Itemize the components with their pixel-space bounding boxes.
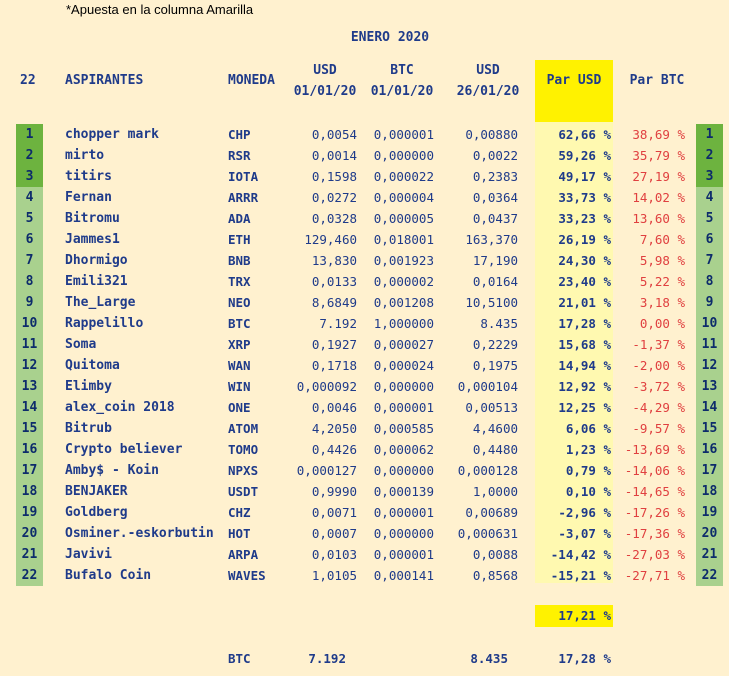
par-btc-value: -14,06 %	[624, 463, 685, 478]
header-usd1-line1: USD	[313, 63, 337, 78]
par-usd-value: 14,94 %	[558, 358, 611, 373]
footer-usd1: 7.192	[308, 651, 346, 666]
usd-0101-value: 0,1598	[311, 169, 357, 184]
usd-0101-value: 0,0007	[311, 526, 357, 541]
rank-badge-left: 12	[16, 355, 43, 376]
table-row	[0, 145, 729, 166]
par-usd-value: 49,17 %	[558, 169, 611, 184]
usd-0101-value: 0,0133	[311, 274, 357, 289]
rank-badge-right: 21	[696, 544, 723, 565]
usd-2601-value: 163,370	[465, 232, 518, 247]
usd-2601-value: 0,00513	[465, 400, 518, 415]
par-usd-value: 12,92 %	[558, 379, 611, 394]
par-btc-value: -14,65 %	[624, 484, 685, 499]
aspirante-name: Bitromu	[65, 211, 120, 226]
btc-0101-value: 0,000022	[373, 169, 434, 184]
table-row	[0, 271, 729, 292]
header-moneda: MONEDA	[228, 73, 275, 88]
par-btc-value: -1,37 %	[632, 337, 685, 352]
rank-badge-left: 14	[16, 397, 43, 418]
usd-2601-value: 0,00689	[465, 505, 518, 520]
table-row	[0, 502, 729, 523]
par-usd-value: 21,01 %	[558, 295, 611, 310]
btc-0101-value: 0,000027	[373, 337, 434, 352]
table-row	[0, 292, 729, 313]
page-title: ENERO 2020	[350, 30, 430, 45]
btc-0101-value: 0,000001	[373, 127, 434, 142]
moneda-code: CHP	[228, 127, 251, 142]
usd-2601-value: 0,0164	[472, 274, 518, 289]
table-row	[0, 355, 729, 376]
par-btc-value: 14,02 %	[632, 190, 685, 205]
par-btc-value: 5,22 %	[639, 274, 685, 289]
btc-0101-value: 0,000139	[373, 484, 434, 499]
usd-2601-value: 0,0437	[472, 211, 518, 226]
par-usd-value: 17,28 %	[558, 316, 611, 331]
par-btc-value: -17,36 %	[624, 526, 685, 541]
usd-0101-value: 0,0046	[311, 400, 357, 415]
par-usd-value: 24,30 %	[558, 253, 611, 268]
rank-badge-right: 22	[696, 565, 723, 586]
table-row	[0, 124, 729, 145]
footer-par-usd: 17,28 %	[558, 651, 611, 666]
par-usd-value: 62,66 %	[558, 127, 611, 142]
par-btc-value: 3,18 %	[639, 295, 685, 310]
moneda-code: WAN	[228, 358, 251, 373]
table-row	[0, 208, 729, 229]
rank-badge-right: 5	[696, 208, 723, 229]
par-usd-value: 0,10 %	[565, 484, 611, 499]
table-row	[0, 376, 729, 397]
aspirante-name: Quitoma	[65, 358, 120, 373]
table-row	[0, 544, 729, 565]
btc-0101-value: 0,000141	[373, 568, 434, 583]
par-btc-value: -9,57 %	[632, 421, 685, 436]
btc-0101-value: 0,000002	[373, 274, 434, 289]
rank-badge-left: 7	[16, 250, 43, 271]
moneda-code: BNB	[228, 253, 251, 268]
par-usd-value: 6,06 %	[565, 421, 611, 436]
rank-badge-right: 3	[696, 166, 723, 187]
rank-badge-left: 6	[16, 229, 43, 250]
par-btc-value: -3,72 %	[632, 379, 685, 394]
aspirante-name: BENJAKER	[65, 484, 128, 499]
usd-2601-value: 0,4480	[472, 442, 518, 457]
header-count: 22	[20, 73, 36, 88]
header-btc-line1: BTC	[390, 63, 414, 78]
usd-0101-value: 13,830	[311, 253, 357, 268]
btc-0101-value: 0,000001	[373, 505, 434, 520]
rank-badge-right: 8	[696, 271, 723, 292]
rank-badge-left: 21	[16, 544, 43, 565]
rank-badge-left: 22	[16, 565, 43, 586]
aspirante-name: Amby$ - Koin	[65, 463, 159, 478]
table-row	[0, 481, 729, 502]
par-usd-value: 0,79 %	[565, 463, 611, 478]
btc-0101-value: 0,000001	[373, 547, 434, 562]
usd-2601-value: 0,0088	[472, 547, 518, 562]
rank-badge-right: 20	[696, 523, 723, 544]
table-row	[0, 460, 729, 481]
par-btc-value: -27,71 %	[624, 568, 685, 583]
btc-0101-value: 0,001923	[373, 253, 434, 268]
rank-badge-right: 15	[696, 418, 723, 439]
moneda-code: ARRR	[228, 190, 259, 205]
rank-badge-left: 5	[16, 208, 43, 229]
rank-badge-right: 17	[696, 460, 723, 481]
usd-0101-value: 1,0105	[311, 568, 357, 583]
table-row	[0, 565, 729, 586]
rank-badge-left: 13	[16, 376, 43, 397]
usd-0101-value: 0,4426	[311, 442, 357, 457]
par-usd-value: 12,25 %	[558, 400, 611, 415]
rank-badge-right: 1	[696, 124, 723, 145]
aspirante-name: titirs	[65, 169, 112, 184]
usd-2601-value: 0,1975	[472, 358, 518, 373]
table-row	[0, 523, 729, 544]
usd-0101-value: 0,0071	[311, 505, 357, 520]
rank-badge-left: 19	[16, 502, 43, 523]
usd-0101-value: 0,0014	[311, 148, 357, 163]
par-usd-value: -3,07 %	[558, 526, 611, 541]
usd-2601-value: 10,5100	[465, 295, 518, 310]
aspirante-name: Emili321	[65, 274, 128, 289]
usd-0101-value: 0,0272	[311, 190, 357, 205]
moneda-code: NPXS	[228, 463, 259, 478]
header-aspirantes: ASPIRANTES	[65, 73, 144, 88]
btc-0101-value: 0,000585	[373, 421, 434, 436]
rank-badge-left: 2	[16, 145, 43, 166]
usd-0101-value: 0,0054	[311, 127, 357, 142]
usd-2601-value: 8.435	[480, 316, 518, 331]
moneda-code: RSR	[228, 148, 251, 163]
par-btc-value: 13,60 %	[632, 211, 685, 226]
footer-moneda: BTC	[228, 651, 251, 666]
par-usd-value: 23,40 %	[558, 274, 611, 289]
aspirante-name: Jammes1	[65, 232, 120, 247]
moneda-code: HOT	[228, 526, 251, 541]
moneda-code: TRX	[228, 274, 251, 289]
table-row	[0, 229, 729, 250]
btc-0101-value: 0,000000	[373, 379, 434, 394]
btc-0101-value: 0,000062	[373, 442, 434, 457]
usd-0101-value: 0,1927	[311, 337, 357, 352]
usd-2601-value: 0,8568	[472, 568, 518, 583]
par-usd-header: Par USD	[546, 73, 602, 88]
moneda-code: NEO	[228, 295, 251, 310]
par-btc-value: 27,19 %	[632, 169, 685, 184]
header-usd1-line2: 01/01/20	[293, 84, 357, 99]
rank-badge-left: 18	[16, 481, 43, 502]
par-btc-value: 35,79 %	[632, 148, 685, 163]
table-row	[0, 166, 729, 187]
par-btc-value: -4,29 %	[632, 400, 685, 415]
rank-badge-right: 12	[696, 355, 723, 376]
moneda-code: ETH	[228, 232, 251, 247]
rank-badge-right: 6	[696, 229, 723, 250]
par-usd-value: 1,23 %	[565, 442, 611, 457]
rank-badge-left: 17	[16, 460, 43, 481]
rank-badge-left: 4	[16, 187, 43, 208]
btc-0101-value: 0,000004	[373, 190, 434, 205]
moneda-code: ADA	[228, 211, 251, 226]
aspirante-name: Bitrub	[65, 421, 112, 436]
average-cell	[535, 605, 613, 627]
usd-0101-value: 0,000127	[296, 463, 357, 478]
aspirante-name: Rappelillo	[65, 316, 144, 331]
footer-usd2: 8.435	[470, 651, 508, 666]
aspirante-name: Fernan	[65, 190, 112, 205]
usd-2601-value: 0,2383	[472, 169, 518, 184]
usd-2601-value: 1,0000	[472, 484, 518, 499]
usd-2601-value: 0,000104	[457, 379, 518, 394]
table-row	[0, 397, 729, 418]
moneda-code: CHZ	[228, 505, 251, 520]
moneda-code: USDT	[228, 484, 259, 499]
moneda-code: XRP	[228, 337, 251, 352]
aspirante-name: Soma	[65, 337, 97, 352]
usd-0101-value: 7.192	[319, 316, 357, 331]
rank-badge-right: 18	[696, 481, 723, 502]
rank-badge-right: 10	[696, 313, 723, 334]
header-usd2-line2: 26/01/20	[456, 84, 520, 99]
table-row	[0, 313, 729, 334]
par-usd-value: 33,73 %	[558, 190, 611, 205]
par-btc-value: -2,00 %	[632, 358, 685, 373]
table-row	[0, 334, 729, 355]
usd-0101-value: 0,1718	[311, 358, 357, 373]
moneda-code: IOTA	[228, 169, 259, 184]
usd-0101-value: 0,0328	[311, 211, 357, 226]
usd-0101-value: 0,0103	[311, 547, 357, 562]
aspirante-name: Javivi	[65, 547, 112, 562]
table-row	[0, 187, 729, 208]
usd-2601-value: 4,4600	[472, 421, 518, 436]
rank-badge-left: 16	[16, 439, 43, 460]
aspirante-name: The_Large	[65, 295, 136, 310]
par-usd-value: 59,26 %	[558, 148, 611, 163]
aspirante-name: chopper mark	[65, 127, 159, 142]
usd-2601-value: 0,000128	[457, 463, 518, 478]
par-usd-value: -15,21 %	[550, 568, 611, 583]
par-usd-value: 15,68 %	[558, 337, 611, 352]
moneda-code: ATOM	[228, 421, 259, 436]
moneda-code: ARPA	[228, 547, 259, 562]
usd-0101-value: 0,9990	[311, 484, 357, 499]
moneda-code: WAVES	[228, 568, 266, 583]
average-value: 17,21 %	[558, 608, 611, 623]
btc-0101-value: 0,000024	[373, 358, 434, 373]
header-usd2-line1: USD	[476, 63, 500, 78]
rank-badge-left: 1	[16, 124, 43, 145]
table-row	[0, 250, 729, 271]
par-usd-value: 26,19 %	[558, 232, 611, 247]
aspirante-name: Elimby	[65, 379, 112, 394]
table-row	[0, 439, 729, 460]
btc-0101-value: 0,018001	[373, 232, 434, 247]
rank-badge-right: 7	[696, 250, 723, 271]
usd-0101-value: 129,460	[304, 232, 357, 247]
btc-0101-value: 0,000000	[373, 526, 434, 541]
table-row	[0, 418, 729, 439]
par-btc-value: -13,69 %	[624, 442, 685, 457]
rank-badge-left: 3	[16, 166, 43, 187]
btc-0101-value: 0,000001	[373, 400, 434, 415]
btc-0101-value: 0,000000	[373, 463, 434, 478]
par-btc-value: 0,00 %	[639, 316, 685, 331]
par-btc-value: -27,03 %	[624, 547, 685, 562]
usd-0101-value: 8,6849	[311, 295, 357, 310]
rank-badge-right: 4	[696, 187, 723, 208]
rank-badge-right: 14	[696, 397, 723, 418]
aspirante-name: Crypto believer	[65, 442, 183, 457]
rank-badge-right: 11	[696, 334, 723, 355]
usd-2601-value: 0,0364	[472, 190, 518, 205]
moneda-code: WIN	[228, 379, 251, 394]
rank-badge-left: 20	[16, 523, 43, 544]
moneda-code: BTC	[228, 316, 251, 331]
par-usd-value: -14,42 %	[550, 547, 611, 562]
usd-2601-value: 0,00880	[465, 127, 518, 142]
rank-badge-right: 19	[696, 502, 723, 523]
rank-badge-right: 2	[696, 145, 723, 166]
aspirante-name: Bufalo Coin	[65, 568, 152, 583]
rank-badge-left: 8	[16, 271, 43, 292]
aspirante-name: Goldberg	[65, 505, 128, 520]
btc-0101-value: 0,000005	[373, 211, 434, 226]
aspirante-name: alex_coin 2018	[65, 400, 175, 415]
aspirante-name: Osminer.-eskorbutin	[65, 526, 214, 541]
par-btc-value: 5,98 %	[639, 253, 685, 268]
rank-badge-left: 9	[16, 292, 43, 313]
rank-badge-right: 13	[696, 376, 723, 397]
usd-0101-value: 0,000092	[296, 379, 357, 394]
ranking-table	[0, 124, 729, 586]
btc-0101-value: 0,000000	[373, 148, 434, 163]
rank-badge-right: 9	[696, 292, 723, 313]
btc-0101-value: 0,001208	[373, 295, 434, 310]
header-par-btc: Par BTC	[629, 73, 685, 88]
aspirante-name: Dhormigo	[65, 253, 128, 268]
aspirante-name: mirto	[65, 148, 105, 163]
usd-2601-value: 0,000631	[457, 526, 518, 541]
par-btc-value: 7,60 %	[639, 232, 685, 247]
par-usd-value: -2,96 %	[558, 505, 611, 520]
moneda-code: ONE	[228, 400, 251, 415]
rank-badge-left: 15	[16, 418, 43, 439]
par-btc-value: 38,69 %	[632, 127, 685, 142]
rank-badge-left: 11	[16, 334, 43, 355]
rank-badge-right: 16	[696, 439, 723, 460]
par-btc-value: -17,26 %	[624, 505, 685, 520]
note-text: *Apuesta en la columna Amarilla	[66, 2, 254, 17]
rank-badge-left: 10	[16, 313, 43, 334]
par-usd-header-cell	[535, 60, 613, 122]
btc-0101-value: 1,000000	[373, 316, 434, 331]
usd-2601-value: 0,2229	[472, 337, 518, 352]
usd-0101-value: 4,2050	[311, 421, 357, 436]
usd-2601-value: 17,190	[472, 253, 518, 268]
usd-2601-value: 0,0022	[472, 148, 518, 163]
par-usd-value: 33,23 %	[558, 211, 611, 226]
moneda-code: TOMO	[228, 442, 259, 457]
header-btc-line2: 01/01/20	[370, 84, 434, 99]
